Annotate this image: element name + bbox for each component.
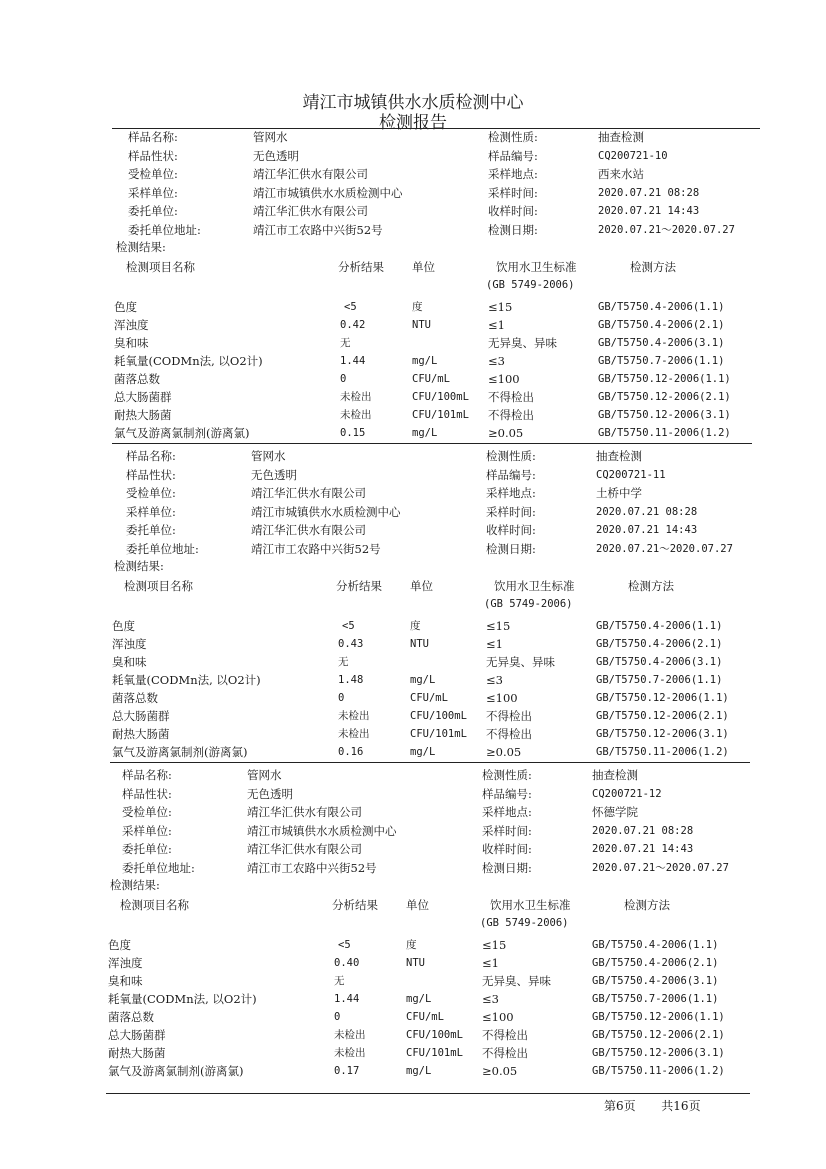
label-sample-nature: 样品性状: bbox=[128, 148, 178, 163]
item-method: GB/T5750.11-2006(1.2) bbox=[592, 1065, 725, 1077]
item-name: 氯气及游离氯制剂(游离氯) bbox=[108, 1064, 244, 1078]
value-nature: 无色透明 bbox=[247, 786, 293, 801]
item-result: <5 bbox=[344, 301, 357, 313]
value-test-type: 抽查检测 bbox=[592, 768, 638, 782]
col-result-header: 分析结果 bbox=[332, 898, 378, 912]
value-nature: 无色透明 bbox=[253, 148, 299, 163]
col-item-header: 检测项目名称 bbox=[120, 898, 189, 912]
col-standard-header: 饮用水卫生标准 bbox=[494, 579, 575, 593]
label-inspected-unit: 受检单位: bbox=[128, 167, 178, 181]
label-sampling-time: 采样时间: bbox=[488, 185, 538, 200]
item-unit: 度 bbox=[406, 939, 417, 951]
col-method-header: 检测方法 bbox=[630, 260, 676, 274]
value-test-type: 抽查检测 bbox=[598, 130, 644, 144]
item-name: 耐热大肠菌 bbox=[108, 1046, 166, 1060]
item-method: GB/T5750.12-2006(3.1) bbox=[596, 728, 729, 740]
label-sampling-time: 采样时间: bbox=[482, 823, 532, 838]
label-client: 委托单位: bbox=[126, 523, 176, 537]
item-unit: CFU/101mL bbox=[410, 728, 467, 740]
label-sampling-site: 采样地点: bbox=[482, 805, 532, 819]
item-result: 无 bbox=[338, 656, 349, 668]
item-method: GB/T5750.7-2006(1.1) bbox=[598, 355, 725, 367]
item-method: GB/T5750.4-2006(2.1) bbox=[598, 319, 725, 331]
col-standard-sub-header: (GB 5749-2006) bbox=[484, 598, 573, 610]
item-unit: 度 bbox=[410, 620, 421, 632]
label-sample-no: 样品编号: bbox=[482, 786, 532, 801]
value-client-address: 靖江市工农路中兴街52号 bbox=[253, 222, 383, 237]
item-method: GB/T5750.7-2006(1.1) bbox=[596, 674, 723, 686]
value-sample-no: CQ200721-10 bbox=[598, 149, 668, 162]
value-receive-time: 2020.07.21 14:43 bbox=[592, 843, 694, 855]
item-method: GB/T5750.4-2006(3.1) bbox=[598, 337, 725, 349]
item-name: 浑浊度 bbox=[108, 956, 143, 970]
item-unit: CFU/100mL bbox=[410, 710, 467, 722]
label-inspected-unit: 受检单位: bbox=[126, 486, 176, 500]
item-unit: NTU bbox=[406, 957, 425, 969]
item-result: 0 bbox=[338, 692, 345, 704]
value-sample-no: CQ200721-11 bbox=[596, 468, 666, 481]
value-sampling-time: 2020.07.21 08:28 bbox=[596, 505, 698, 518]
item-name: 总大肠菌群 bbox=[114, 390, 172, 404]
label-sampling-site: 采样地点: bbox=[488, 167, 538, 181]
item-unit: mg/L bbox=[412, 427, 438, 439]
value-test-date: 2020.07.21～2020.07.27 bbox=[596, 542, 733, 555]
col-unit-header: 单位 bbox=[406, 898, 429, 912]
label-sample-name: 样品名称: bbox=[128, 130, 178, 144]
value-site: 西来水站 bbox=[598, 167, 644, 181]
item-standard: ≤15 bbox=[482, 938, 507, 952]
col-standard-sub-header: (GB 5749-2006) bbox=[480, 917, 569, 929]
item-method: GB/T5750.12-2006(3.1) bbox=[598, 409, 731, 421]
label-inspected-unit: 受检单位: bbox=[122, 805, 172, 819]
item-method: GB/T5750.12-2006(2.1) bbox=[596, 710, 729, 722]
title-underline bbox=[112, 128, 760, 129]
item-unit: mg/L bbox=[410, 746, 436, 758]
item-standard: ≤3 bbox=[486, 673, 503, 687]
item-unit: CFU/mL bbox=[406, 1011, 444, 1023]
item-name: 耐热大肠菌 bbox=[112, 727, 170, 741]
item-name: 总大肠菌群 bbox=[112, 709, 170, 723]
item-unit: mg/L bbox=[412, 355, 438, 367]
item-result: 0.15 bbox=[340, 427, 366, 439]
item-unit: 度 bbox=[412, 301, 423, 313]
label-test-date: 检测日期: bbox=[482, 860, 532, 875]
item-unit: CFU/100mL bbox=[412, 391, 469, 403]
item-unit: CFU/100mL bbox=[406, 1029, 463, 1041]
page-total: 共16页 bbox=[661, 1099, 701, 1113]
item-method: GB/T5750.12-2006(3.1) bbox=[592, 1047, 725, 1059]
value-client: 靖江华汇供水有限公司 bbox=[251, 523, 366, 537]
results-heading: 检测结果: bbox=[114, 559, 164, 573]
item-method: GB/T5750.12-2006(1.1) bbox=[592, 1011, 725, 1023]
item-standard: ≤100 bbox=[486, 691, 518, 705]
value-nature: 无色透明 bbox=[251, 467, 297, 482]
item-name: 浑浊度 bbox=[114, 318, 149, 332]
item-standard: 不得检出 bbox=[482, 1046, 528, 1060]
item-unit: mg/L bbox=[406, 1065, 432, 1077]
item-name: 色度 bbox=[108, 938, 131, 952]
item-result: 未检出 bbox=[338, 728, 370, 740]
col-method-header: 检测方法 bbox=[628, 579, 674, 593]
item-method: GB/T5750.4-2006(1.1) bbox=[598, 301, 725, 313]
item-result: 0 bbox=[340, 373, 347, 385]
item-result: 0.42 bbox=[340, 319, 366, 331]
item-result: 未检出 bbox=[340, 391, 372, 403]
item-result: 未检出 bbox=[340, 409, 372, 421]
item-standard: ≤3 bbox=[488, 354, 505, 368]
value-sampling-unit: 靖江市城镇供水水质检测中心 bbox=[247, 823, 397, 838]
label-client-address: 委托单位地址: bbox=[126, 541, 199, 556]
value-client: 靖江华汇供水有限公司 bbox=[253, 204, 368, 218]
item-name: 耗氧量(CODMn法, 以O2计) bbox=[112, 673, 261, 687]
item-result: <5 bbox=[338, 939, 351, 951]
label-sampling-site: 采样地点: bbox=[486, 486, 536, 500]
item-standard: ≤1 bbox=[486, 637, 503, 651]
item-standard: 不得检出 bbox=[482, 1028, 528, 1042]
item-standard: ≤15 bbox=[488, 300, 513, 314]
item-result: 0.17 bbox=[334, 1065, 360, 1077]
label-sampling-unit: 采样单位: bbox=[128, 185, 178, 200]
label-sample-no: 样品编号: bbox=[488, 148, 538, 163]
item-method: GB/T5750.4-2006(2.1) bbox=[596, 638, 723, 650]
item-standard: ≤15 bbox=[486, 619, 511, 633]
item-name: 总大肠菌群 bbox=[108, 1028, 166, 1042]
value-sampling-unit: 靖江市城镇供水水质检测中心 bbox=[251, 504, 401, 519]
item-unit: CFU/mL bbox=[410, 692, 448, 704]
col-standard-header: 饮用水卫生标准 bbox=[496, 260, 577, 274]
item-unit: CFU/101mL bbox=[412, 409, 469, 421]
item-result: 0.40 bbox=[334, 957, 360, 969]
item-name: 色度 bbox=[114, 300, 137, 314]
item-result: 未检出 bbox=[334, 1047, 366, 1059]
col-unit-header: 单位 bbox=[410, 579, 433, 593]
item-unit: CFU/101mL bbox=[406, 1047, 463, 1059]
item-name: 耗氧量(CODMn法, 以O2计) bbox=[114, 354, 263, 368]
value-sampling-time: 2020.07.21 08:28 bbox=[598, 186, 700, 199]
label-sample-name: 样品名称: bbox=[122, 768, 172, 782]
item-standard: 无异臭、异味 bbox=[488, 336, 557, 350]
item-standard: 不得检出 bbox=[486, 727, 532, 741]
item-method: GB/T5750.4-2006(3.1) bbox=[596, 656, 723, 668]
item-name: 臭和味 bbox=[112, 655, 147, 669]
results-heading: 检测结果: bbox=[110, 878, 160, 892]
item-standard: 无异臭、异味 bbox=[486, 655, 555, 669]
item-standard: ≥0.05 bbox=[482, 1064, 518, 1078]
col-result-header: 分析结果 bbox=[338, 260, 384, 274]
item-unit: mg/L bbox=[406, 993, 432, 1005]
item-method: GB/T5750.7-2006(1.1) bbox=[592, 993, 719, 1005]
value-receive-time: 2020.07.21 14:43 bbox=[596, 524, 698, 536]
item-result: 1.48 bbox=[338, 674, 364, 686]
footer-line bbox=[106, 1093, 750, 1094]
item-standard: 无异臭、异味 bbox=[482, 974, 551, 988]
label-sample-name: 样品名称: bbox=[126, 449, 176, 463]
item-result: 0.43 bbox=[338, 638, 364, 650]
item-standard: ≥0.05 bbox=[486, 745, 522, 759]
value-name: 管网水 bbox=[247, 768, 282, 782]
item-standard: 不得检出 bbox=[488, 390, 534, 404]
value-site: 土桥中学 bbox=[596, 486, 642, 500]
value-test-type: 抽查检测 bbox=[596, 449, 642, 463]
col-method-header: 检测方法 bbox=[624, 898, 670, 912]
label-test-date: 检测日期: bbox=[488, 222, 538, 237]
item-name: 耐热大肠菌 bbox=[114, 408, 172, 422]
report-org-title: 靖江市城镇供水水质检测中心 bbox=[302, 93, 524, 113]
label-test-type: 检测性质: bbox=[482, 768, 532, 782]
value-test-date: 2020.07.21～2020.07.27 bbox=[598, 223, 735, 236]
label-sample-no: 样品编号: bbox=[486, 467, 536, 482]
label-sample-nature: 样品性状: bbox=[122, 786, 172, 801]
item-standard: ≤1 bbox=[488, 318, 505, 332]
label-test-date: 检测日期: bbox=[486, 541, 536, 556]
label-receive-time: 收样时间: bbox=[482, 842, 532, 856]
item-result: 未检出 bbox=[338, 710, 370, 722]
item-unit: mg/L bbox=[410, 674, 436, 686]
value-inspected-unit: 靖江华汇供水有限公司 bbox=[251, 486, 366, 500]
item-method: GB/T5750.12-2006(2.1) bbox=[592, 1029, 725, 1041]
value-receive-time: 2020.07.21 14:43 bbox=[598, 205, 700, 217]
value-name: 管网水 bbox=[253, 130, 288, 144]
label-receive-time: 收样时间: bbox=[488, 204, 538, 218]
item-result: 0.16 bbox=[338, 746, 364, 758]
item-method: GB/T5750.11-2006(1.2) bbox=[596, 746, 729, 758]
item-standard: ≥0.05 bbox=[488, 426, 524, 440]
value-inspected-unit: 靖江华汇供水有限公司 bbox=[247, 805, 362, 819]
item-standard: 不得检出 bbox=[486, 709, 532, 723]
col-unit-header: 单位 bbox=[412, 260, 435, 274]
item-name: 氯气及游离氯制剂(游离氯) bbox=[112, 745, 248, 759]
value-sampling-time: 2020.07.21 08:28 bbox=[592, 824, 694, 837]
item-name: 菌落总数 bbox=[112, 691, 158, 705]
item-name: 臭和味 bbox=[114, 336, 149, 350]
report-title: 检测报告 bbox=[379, 113, 447, 133]
value-inspected-unit: 靖江华汇供水有限公司 bbox=[253, 167, 368, 181]
col-item-header: 检测项目名称 bbox=[124, 579, 193, 593]
item-method: GB/T5750.11-2006(1.2) bbox=[598, 427, 731, 439]
item-standard: ≤100 bbox=[488, 372, 520, 386]
item-name: 菌落总数 bbox=[108, 1010, 154, 1024]
item-result: 无 bbox=[334, 975, 345, 987]
section-divider bbox=[112, 443, 752, 444]
item-name: 耗氧量(CODMn法, 以O2计) bbox=[108, 992, 257, 1006]
value-name: 管网水 bbox=[251, 449, 286, 463]
item-method: GB/T5750.12-2006(1.1) bbox=[596, 692, 729, 704]
item-method: GB/T5750.4-2006(1.1) bbox=[596, 620, 723, 632]
item-result: 0 bbox=[334, 1011, 341, 1023]
label-sampling-time: 采样时间: bbox=[486, 504, 536, 519]
item-name: 浑浊度 bbox=[112, 637, 147, 651]
label-client-address: 委托单位地址: bbox=[128, 222, 201, 237]
label-test-type: 检测性质: bbox=[486, 449, 536, 463]
item-name: 氯气及游离氯制剂(游离氯) bbox=[114, 426, 250, 440]
label-test-type: 检测性质: bbox=[488, 130, 538, 144]
item-method: GB/T5750.4-2006(3.1) bbox=[592, 975, 719, 987]
item-name: 色度 bbox=[112, 619, 135, 633]
item-name: 菌落总数 bbox=[114, 372, 160, 386]
value-client: 靖江华汇供水有限公司 bbox=[247, 842, 362, 856]
item-result: 未检出 bbox=[334, 1029, 366, 1041]
col-result-header: 分析结果 bbox=[336, 579, 382, 593]
item-standard: 不得检出 bbox=[488, 408, 534, 422]
label-client: 委托单位: bbox=[122, 842, 172, 856]
item-result: <5 bbox=[342, 620, 355, 632]
value-sampling-unit: 靖江市城镇供水水质检测中心 bbox=[253, 185, 403, 200]
page-number: 第6页 bbox=[604, 1099, 636, 1113]
value-test-date: 2020.07.21～2020.07.27 bbox=[592, 861, 729, 874]
section-divider bbox=[110, 762, 750, 763]
value-client-address: 靖江市工农路中兴街52号 bbox=[247, 860, 377, 875]
label-client: 委托单位: bbox=[128, 204, 178, 218]
item-standard: ≤100 bbox=[482, 1010, 514, 1024]
label-client-address: 委托单位地址: bbox=[122, 860, 195, 875]
item-method: GB/T5750.4-2006(1.1) bbox=[592, 939, 719, 951]
item-method: GB/T5750.12-2006(1.1) bbox=[598, 373, 731, 385]
item-unit: CFU/mL bbox=[412, 373, 450, 385]
item-method: GB/T5750.12-2006(2.1) bbox=[598, 391, 731, 403]
results-heading: 检测结果: bbox=[116, 240, 166, 254]
item-result: 无 bbox=[340, 337, 351, 349]
col-item-header: 检测项目名称 bbox=[126, 260, 195, 274]
value-site: 怀德学院 bbox=[592, 805, 638, 819]
label-sample-nature: 样品性状: bbox=[126, 467, 176, 482]
value-client-address: 靖江市工农路中兴街52号 bbox=[251, 541, 381, 556]
item-unit: NTU bbox=[412, 319, 431, 331]
col-standard-sub-header: (GB 5749-2006) bbox=[486, 279, 575, 291]
item-result: 1.44 bbox=[334, 993, 360, 1005]
item-method: GB/T5750.4-2006(2.1) bbox=[592, 957, 719, 969]
col-standard-header: 饮用水卫生标准 bbox=[490, 898, 571, 912]
label-sampling-unit: 采样单位: bbox=[122, 823, 172, 838]
item-standard: ≤1 bbox=[482, 956, 499, 970]
item-name: 臭和味 bbox=[108, 974, 143, 988]
label-receive-time: 收样时间: bbox=[486, 523, 536, 537]
item-result: 1.44 bbox=[340, 355, 366, 367]
item-unit: NTU bbox=[410, 638, 429, 650]
page-footer bbox=[604, 1097, 701, 1114]
value-sample-no: CQ200721-12 bbox=[592, 787, 662, 800]
label-sampling-unit: 采样单位: bbox=[126, 504, 176, 519]
item-standard: ≤3 bbox=[482, 992, 499, 1006]
